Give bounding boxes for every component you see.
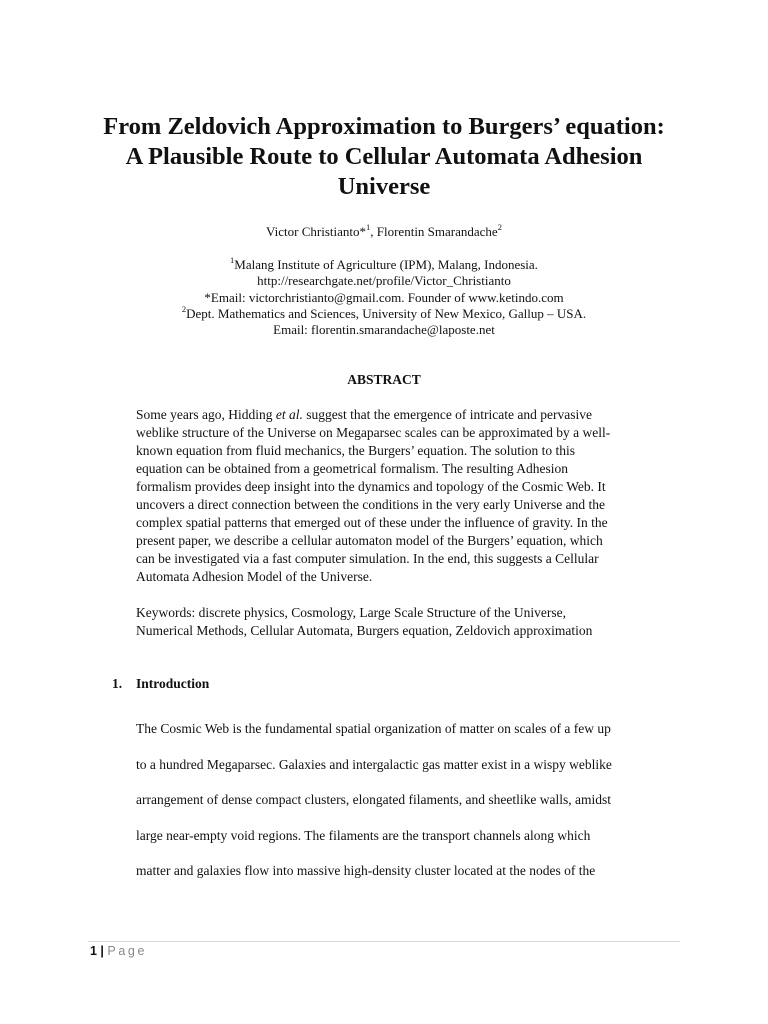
abstract-line: weblike structure of the Universe on Megaparsec scales can be approximated by a well-: [136, 425, 611, 440]
author-list: [0, 221, 768, 240]
title-line: A Plausible Route to Cellular Automata Adhesion: [125, 143, 643, 170]
title-line: Universe: [337, 173, 431, 200]
page-number: 1: [90, 944, 97, 958]
title-line: From Zeldovich Approximation to Burgers’ equation:: [103, 113, 665, 140]
introduction-body: [136, 711, 676, 889]
body-line: matter and galaxies flow into massive high-density cluster located at the nodes of the: [136, 863, 596, 878]
abstract-line: can be investigated via a fast computer simulation. In the end, this suggests a Cellular: [136, 551, 599, 566]
author-affiliation-mark: 2: [497, 221, 502, 232]
section-number: 1.: [112, 676, 123, 691]
author-separator: ,: [370, 224, 377, 239]
affiliation-email-1: *Email: victorchristianto@gmail.com. Founder of www.ketindo.com: [204, 289, 564, 305]
body-line: The Cosmic Web is the fundamental spatial organization of matter on scales of a few up: [136, 721, 611, 736]
affiliation-mark: 1: [230, 254, 235, 265]
body-line: to a hundred Megaparsec. Galaxies and intergalactic gas matter exist in a wispy weblike: [136, 756, 612, 772]
abstract-line: Some years ago, Hidding et al. suggest that the emergence of intricate and pervasive: [136, 407, 592, 422]
abstract-line: formalism provides deep insight into the dynamics and topology of the Cosmic Web. It: [136, 479, 606, 494]
abstract-line: equation can be obtained from a geometrical formalism. The resulting Adhesion: [136, 461, 568, 476]
section-title: Introduction: [136, 676, 210, 691]
affiliation-2: $^2$Dept. Mathematics and Sciences, University of New Mexico, Gallup – USA.: [181, 303, 587, 321]
footer-separator: |: [96, 944, 108, 958]
section-heading-introduction: [112, 676, 209, 692]
paper-title: [60, 112, 708, 202]
affiliation-email-2: Email: florentin.smarandache@laposte.net: [273, 322, 495, 338]
affiliation-mark: 2: [181, 303, 187, 314]
author-affiliation-mark: 1: [366, 221, 371, 232]
keywords-line: Keywords: discrete physics, Cosmology, Large Scale Structure of the Universe,: [136, 605, 567, 620]
abstract-line: uncovers a direct connection between the conditions in the very early Universe and the: [136, 497, 605, 512]
author-name: Victor Christianto*: [266, 224, 367, 239]
keywords-line: Numerical Methods, Cellular Automata, Burgers equation, Zeldovich approximation: [136, 623, 593, 638]
body-line: large near-empty void regions. The filaments are the transport channels along which: [136, 827, 591, 843]
abstract-heading: ABSTRACT: [347, 372, 421, 387]
footer-divider: [88, 941, 680, 942]
affiliation-1: $^1$Malang Institute of Agriculture (IPM), Malang, Indonesia.: [230, 254, 538, 272]
body-line: arrangement of dense compact clusters, elongated filaments, and sheetlike walls, amidst: [136, 792, 611, 807]
abstract-line: complex spatial patterns that emerged out of these under the influence of gravity. In the: [136, 515, 608, 530]
affiliations: [0, 254, 768, 338]
abstract-body: [136, 406, 676, 586]
abstract-line: present paper, we describe a cellular automaton model of the Burgers’ equation, which: [136, 533, 603, 548]
author-name: Florentin Smarandache: [376, 224, 498, 239]
page-footer: [90, 944, 147, 958]
affiliation-url[interactable]: http://researchgate.net/profile/Victor_Christianto: [257, 273, 511, 289]
citation-et-al: et al.: [275, 407, 303, 422]
page-label: Page: [107, 944, 147, 958]
abstract-line: Automata Adhesion Model of the Universe.: [136, 569, 373, 584]
keywords: [136, 604, 676, 640]
abstract-line: known equation from fluid mechanics, the Burgers’ equation. The solution to this: [136, 443, 576, 458]
